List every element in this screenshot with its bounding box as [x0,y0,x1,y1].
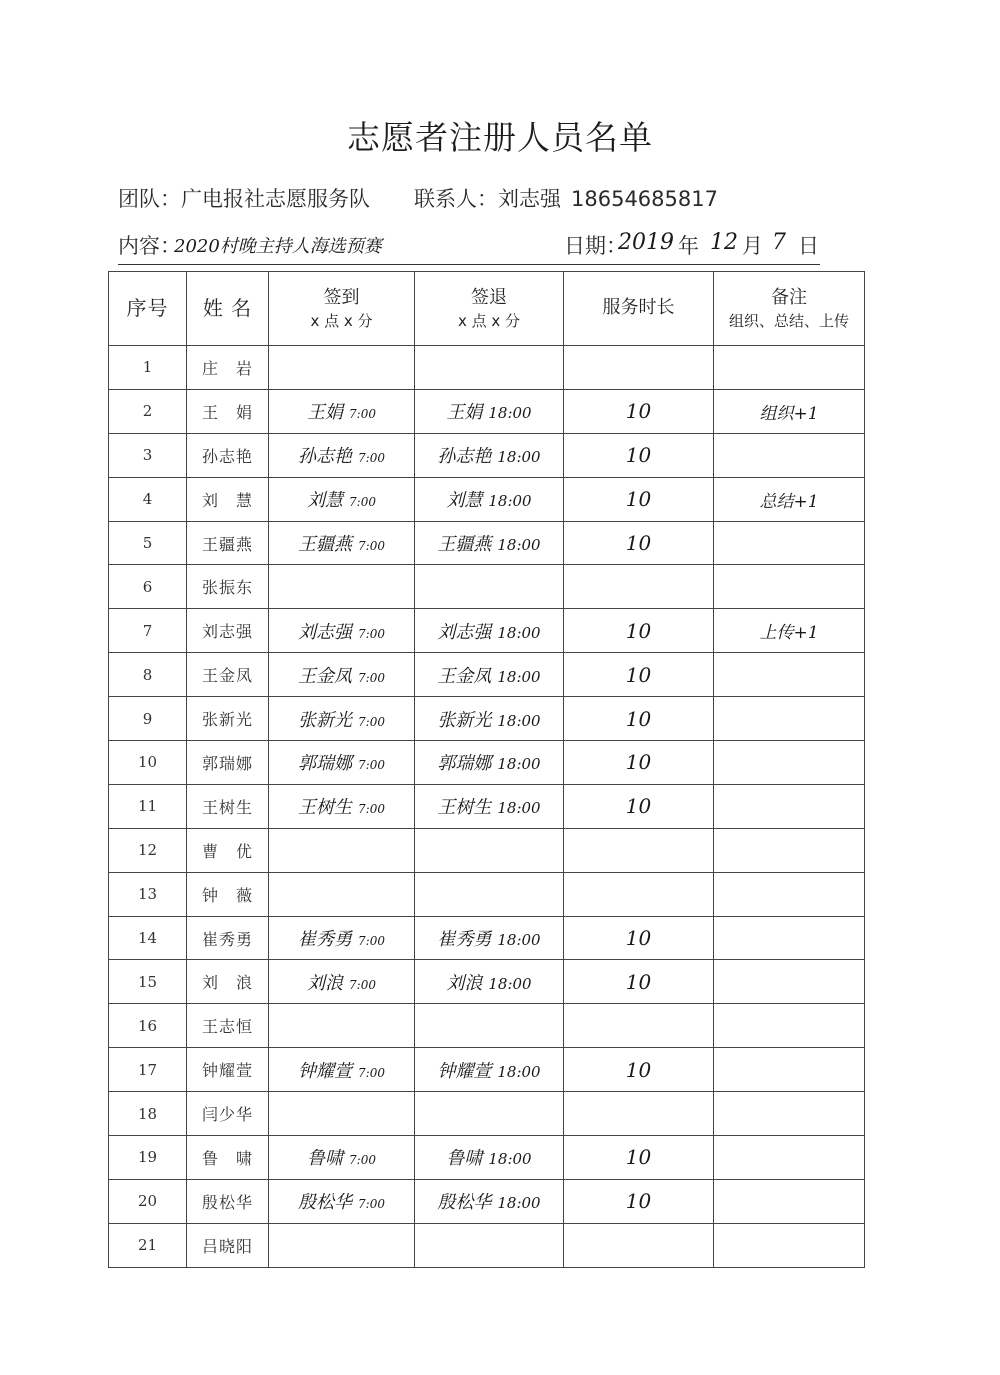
row-hours [564,828,714,872]
sign-out-signature: 张新光 [437,709,492,731]
col-notes-label: 备注 [771,286,807,308]
date-month: 12 [710,230,738,255]
col-name: 姓 名 [187,272,269,346]
row-name: 王志恒 [187,1004,269,1048]
sign-in-time: 7:00 [358,451,385,466]
row-hours [564,565,714,609]
row-seq: 21 [109,1223,187,1267]
row-seq: 3 [109,433,187,477]
row-seq: 6 [109,565,187,609]
row-note: 上传+1 [714,609,865,653]
row-seq: 5 [109,521,187,565]
table-row [109,389,865,433]
row-name: 钟耀萱 [187,1048,269,1092]
row-name: 孙志艳 [187,433,269,477]
row-sign-in [269,872,415,916]
date-label: 日期： [564,234,627,258]
sign-in-time: 7:00 [349,977,376,992]
row-sign-in [269,521,415,565]
sign-out-signature: 刘慧 [446,490,483,512]
table-row [109,609,865,653]
row-note [714,521,865,565]
table-row [109,1179,865,1223]
contact-name: 刘志强 [498,187,561,211]
row-name: 庄 岩 [187,346,269,390]
row-seq: 13 [109,872,187,916]
row-hours: 10 [564,1179,714,1223]
table-row [109,916,865,960]
sign-in-signature: 殷松华 [298,1192,353,1214]
row-note [714,1179,865,1223]
sign-out-time: 18:00 [497,755,541,774]
sign-in-signature: 王疆燕 [298,534,353,555]
row-hours: 10 [564,741,714,785]
row-note [714,960,865,1004]
team-name: 广电报社志愿服务队 [181,187,370,211]
row-sign-out [415,389,564,433]
col-notes-sub: 组织、总结、上传 [728,311,849,330]
table-row [109,565,865,609]
table-row [109,1223,865,1267]
sign-out-signature: 孙志艳 [437,446,492,468]
sign-out-time: 18:00 [497,448,541,467]
date-day: 7 [772,230,786,255]
col-sign-out-sub: x 点 x 分 [457,311,521,330]
row-name: 闫少华 [187,1092,269,1136]
row-hours: 10 [564,653,714,697]
row-sign-in [269,784,415,828]
row-sign-out [415,1223,564,1267]
row-hours: 10 [564,477,714,521]
row-seq: 20 [109,1179,187,1223]
row-sign-in [269,1136,415,1180]
table-row [109,521,865,565]
row-hours: 10 [564,916,714,960]
row-note [714,1136,865,1180]
sign-out-signature: 鲁啸 [446,1148,483,1170]
row-note [714,1048,865,1092]
table-row [109,697,865,741]
row-name: 殷松华 [187,1179,269,1223]
sign-out-signature: 殷松华 [437,1192,492,1214]
sign-in-signature: 王娟 [307,402,344,424]
row-name: 钟 薇 [187,872,269,916]
row-sign-in [269,1048,415,1092]
row-sign-out [415,653,564,697]
sign-out-time: 18:00 [488,492,532,511]
row-note [714,565,865,609]
sign-out-signature: 郭瑞娜 [437,753,492,775]
contact-phone: 18654685817 [571,187,718,211]
row-note: 总结+1 [714,477,865,521]
row-note [714,1092,865,1136]
row-sign-in [269,653,415,697]
sign-out-time: 18:00 [488,404,532,423]
col-sign-out-label: 签退 [471,286,507,308]
row-sign-in [269,741,415,785]
row-name: 崔秀勇 [187,916,269,960]
row-name: 刘 慧 [187,477,269,521]
sign-in-signature: 鲁啸 [307,1148,344,1170]
row-sign-in [269,565,415,609]
row-name: 刘 浪 [187,960,269,1004]
sign-in-signature: 张新光 [298,709,353,731]
sign-in-signature: 刘志强 [298,621,353,643]
row-hours [564,1004,714,1048]
table-row [109,1136,865,1180]
row-hours [564,1092,714,1136]
row-sign-in [269,1092,415,1136]
sign-in-time: 7:00 [358,802,385,817]
row-sign-out [415,609,564,653]
row-sign-in [269,477,415,521]
sign-out-time: 18:00 [497,536,541,554]
table-row [109,1004,865,1048]
row-sign-out [415,784,564,828]
row-name: 王树生 [187,784,269,828]
col-sign-in-label: 签到 [323,286,360,308]
sign-in-time: 7:00 [358,934,385,949]
row-sign-out [415,477,564,521]
row-note [714,784,865,828]
sign-in-time: 7:00 [358,758,385,773]
col-sign-in [269,272,415,346]
sign-in-time: 7:00 [349,1153,376,1168]
row-sign-in [269,960,415,1004]
row-hours [564,1223,714,1267]
row-sign-out [415,697,564,741]
row-note [714,741,865,785]
year-char: 年 [678,234,699,258]
row-sign-in [269,389,415,433]
sign-out-time: 18:00 [488,974,532,993]
col-notes [714,272,865,346]
sign-in-signature: 王树生 [298,797,353,819]
row-name: 郭瑞娜 [187,741,269,785]
row-sign-out [415,872,564,916]
sign-out-signature: 王疆燕 [437,534,492,555]
col-sign-out [415,272,564,346]
sign-in-time: 7:00 [358,1197,385,1212]
sign-in-signature: 刘慧 [307,490,344,512]
table-row [109,828,865,872]
row-name: 张振东 [187,565,269,609]
row-sign-in [269,433,415,477]
row-sign-out [415,433,564,477]
row-seq: 9 [109,697,187,741]
row-sign-out [415,960,564,1004]
sign-out-time: 18:00 [497,799,541,818]
row-sign-in [269,1223,415,1267]
sign-out-signature: 刘志强 [437,621,492,643]
row-name: 曹 优 [187,828,269,872]
table-row [109,346,865,390]
sign-out-time: 18:00 [497,1062,541,1081]
sign-in-time: 7:00 [358,714,385,729]
content-value: 2020村晚主持人海选预赛 [174,236,382,257]
table-body [109,346,865,1268]
row-seq: 18 [109,1092,187,1136]
row-sign-in [269,346,415,390]
sign-out-time: 18:00 [488,1150,532,1169]
row-name: 刘志强 [187,609,269,653]
row-note [714,1223,865,1267]
row-seq: 8 [109,653,187,697]
row-seq: 14 [109,916,187,960]
row-seq: 15 [109,960,187,1004]
row-seq: 19 [109,1136,187,1180]
row-seq: 4 [109,477,187,521]
day-char: 日 [798,234,819,258]
row-sign-in [269,916,415,960]
row-note [714,828,865,872]
sign-in-time: 7:00 [349,495,376,510]
row-sign-out [415,741,564,785]
sign-out-time: 18:00 [497,623,541,642]
table-row [109,433,865,477]
table-row [109,784,865,828]
row-sign-in [269,609,415,653]
row-note [714,697,865,741]
row-sign-out [415,1136,564,1180]
table-row [109,872,865,916]
table-row [109,653,865,697]
row-sign-out [415,916,564,960]
col-sign-in-sub: x 点 x 分 [310,311,373,330]
sign-in-signature: 钟耀萱 [298,1060,353,1082]
table-row [109,741,865,785]
row-seq: 10 [109,741,187,785]
sign-in-time: 7:00 [349,407,376,422]
row-name: 王金凤 [187,653,269,697]
sign-out-signature: 钟耀萱 [437,1060,492,1082]
sign-out-time: 18:00 [497,667,541,686]
row-sign-in [269,697,415,741]
team-contact-line [118,183,718,213]
col-seq: 序号 [109,272,187,346]
row-name: 吕晓阳 [187,1223,269,1267]
row-note [714,1004,865,1048]
content-label: 内容： [118,234,181,258]
sign-in-time: 7:00 [358,626,385,641]
row-name: 鲁 啸 [187,1136,269,1180]
row-hours: 10 [564,697,714,741]
sign-in-time: 7:00 [358,539,385,553]
team-label: 团队： [118,187,181,211]
sign-out-signature: 王树生 [437,797,492,819]
row-sign-out [415,1048,564,1092]
sign-out-time: 18:00 [497,931,541,950]
row-hours: 10 [564,784,714,828]
sign-out-signature: 王金凤 [437,665,492,687]
row-sign-out [415,1092,564,1136]
sign-in-signature: 王金凤 [298,665,353,687]
sign-out-time: 18:00 [497,1194,541,1213]
row-sign-in [269,828,415,872]
table-header-row [109,272,865,346]
sign-in-signature: 郭瑞娜 [298,753,353,775]
row-hours [564,872,714,916]
row-seq: 7 [109,609,187,653]
table-row [109,1048,865,1092]
month-char: 月 [742,234,763,258]
row-note [714,653,865,697]
content-date-line [118,230,820,265]
row-sign-in [269,1004,415,1048]
row-name: 王 娟 [187,389,269,433]
row-sign-in [269,1179,415,1223]
volunteer-table [108,271,865,1268]
row-sign-out [415,1179,564,1223]
sign-out-signature: 崔秀勇 [437,929,492,951]
row-hours: 10 [564,1048,714,1092]
row-note [714,872,865,916]
sign-out-signature: 刘浪 [446,972,483,994]
row-sign-out [415,521,564,565]
row-hours: 10 [564,521,714,565]
table-row [109,1092,865,1136]
row-name: 张新光 [187,697,269,741]
row-seq: 16 [109,1004,187,1048]
document-title: 志愿者注册人员名单 [347,118,653,157]
row-hours: 10 [564,389,714,433]
table-row [109,477,865,521]
row-hours: 10 [564,960,714,1004]
table-row [109,960,865,1004]
row-sign-out [415,346,564,390]
date-year: 2019 [618,230,674,255]
row-hours: 10 [564,433,714,477]
row-note [714,433,865,477]
sign-in-time: 7:00 [358,1065,385,1080]
row-seq: 2 [109,389,187,433]
col-hours: 服务时长 [564,272,714,346]
row-hours: 10 [564,609,714,653]
contact-label: 联系人： [414,187,498,211]
row-sign-out [415,828,564,872]
row-seq: 12 [109,828,187,872]
row-sign-out [415,1004,564,1048]
sign-out-time: 18:00 [497,711,541,730]
row-hours [564,346,714,390]
row-note [714,916,865,960]
sign-out-signature: 王娟 [446,402,483,424]
row-seq: 1 [109,346,187,390]
sign-in-signature: 刘浪 [307,972,344,994]
sign-in-signature: 孙志艳 [298,446,353,468]
sign-in-signature: 崔秀勇 [298,929,353,951]
sign-in-time: 7:00 [358,670,385,685]
row-seq: 11 [109,784,187,828]
row-seq: 17 [109,1048,187,1092]
row-hours: 10 [564,1136,714,1180]
row-name: 王疆燕 [187,521,269,565]
row-note [714,346,865,390]
row-sign-out [415,565,564,609]
row-note: 组织+1 [714,389,865,433]
